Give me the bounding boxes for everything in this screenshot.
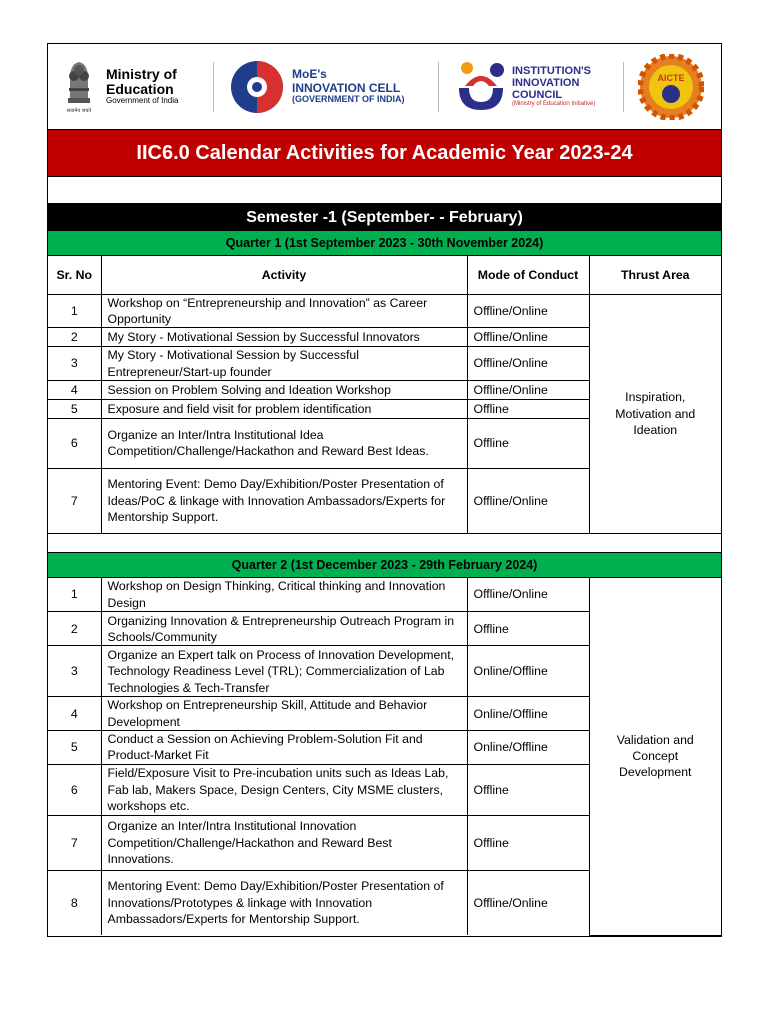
- row-mode: Offline/Online: [467, 328, 589, 347]
- col-thrust: Thrust Area: [589, 256, 721, 294]
- row-sr: 8: [48, 870, 101, 935]
- row-mode: Offline/Online: [467, 294, 589, 328]
- ic-line2: INNOVATION CELL: [292, 80, 401, 95]
- divider: [213, 62, 214, 112]
- divider: [623, 62, 624, 112]
- row-mode: Offline/Online: [467, 347, 589, 381]
- row-sr: 2: [48, 328, 101, 347]
- iic-line1: INSTITUTION'S: [512, 65, 592, 78]
- iic-logo: [453, 44, 595, 129]
- row-activity: Conduct a Session on Achieving Problem-Solution Fit and Product-Market Fit: [101, 731, 467, 765]
- row-sr: 2: [48, 612, 101, 646]
- ic-line1: MoE's: [292, 67, 327, 82]
- row-activity: Organize an Inter/Intra Institutional Innovation Competition/Challenge/Hackathon and Reward Best Innovations.: [101, 815, 467, 870]
- row-activity: Organize an Inter/Intra Institutional Idea Competition/Challenge/Hackathon and Reward Best Ideas.: [101, 418, 467, 468]
- quarter-1-table: [48, 256, 721, 534]
- divider: [438, 62, 439, 112]
- brain-gear-icon: [228, 58, 286, 116]
- row-sr: 7: [48, 815, 101, 870]
- innovation-cell-logo: [228, 44, 405, 129]
- col-activity: Activity: [101, 256, 467, 294]
- row-mode: Offline: [467, 612, 589, 646]
- ic-line3: (GOVERNMENT OF INDIA): [292, 93, 405, 104]
- row-activity: Workshop on Entrepreneurship Skill, Attitude and Behavior Development: [101, 697, 467, 731]
- thrust-area: Validation and Concept Development: [589, 578, 721, 935]
- aicte-gear-icon: [638, 54, 704, 120]
- row-activity: Organize an Expert talk on Process of Innovation Development, Technology Readiness Level (TRL); Commercialization of Lab Technologies & Tech-Transfer: [101, 646, 467, 697]
- row-mode: Offline: [467, 418, 589, 468]
- row-mode: Offline: [467, 815, 589, 870]
- row-sr: 4: [48, 697, 101, 731]
- row-sr: 1: [48, 578, 101, 612]
- row-sr: 5: [48, 399, 101, 418]
- row-activity: Session on Problem Solving and Ideation Workshop: [101, 380, 467, 399]
- iic-line3: COUNCIL: [512, 89, 563, 102]
- logo-strip: [48, 44, 721, 130]
- row-sr: 5: [48, 731, 101, 765]
- thrust-area: Inspiration, Motivation and Ideation: [589, 294, 721, 533]
- row-activity: My Story - Motivational Session by Successful Entrepreneur/Start-up founder: [101, 347, 467, 381]
- row-sr: 1: [48, 294, 101, 328]
- aicte-logo: [638, 44, 704, 129]
- row-mode: Offline: [467, 764, 589, 815]
- moe-line3: Government of India: [106, 96, 179, 106]
- row-mode: Offline/Online: [467, 870, 589, 935]
- row-activity: Organizing Innovation & Entrepreneurship Outreach Program in Schools/Community: [101, 612, 467, 646]
- row-sr: 3: [48, 646, 101, 697]
- row-sr: 4: [48, 380, 101, 399]
- row-mode: Offline/Online: [467, 468, 589, 533]
- row-activity: Workshop on Design Thinking, Critical thinking and Innovation Design: [101, 578, 467, 612]
- row-activity: Exposure and field visit for problem identification: [101, 399, 467, 418]
- row-sr: 3: [48, 347, 101, 381]
- row-sr: 6: [48, 764, 101, 815]
- iic-emblem-icon: [453, 58, 508, 116]
- quarter-2-table: [48, 578, 721, 936]
- row-mode: Offline/Online: [467, 578, 589, 612]
- col-mode: Mode of Conduct: [467, 256, 589, 294]
- row-sr: 7: [48, 468, 101, 533]
- row-mode: Online/Offline: [467, 646, 589, 697]
- semester-heading: Semester -1 (September- - February): [48, 204, 721, 231]
- row-mode: Offline: [467, 399, 589, 418]
- table-header-row: [48, 256, 721, 294]
- row-activity: Field/Exposure Visit to Pre-incubation units such as Ideas Lab, Fab lab, Makers Space, Design Centers, City MSME clusters, workshops etc.: [101, 764, 467, 815]
- national-emblem-icon: [60, 58, 98, 116]
- iic-line4: (Ministry of Education Initiative): [512, 101, 596, 108]
- spacer-row: [48, 534, 721, 552]
- col-sr: Sr. No: [48, 256, 101, 294]
- svg-text:AICTE: AICTE: [657, 72, 685, 83]
- row-mode: Online/Offline: [467, 731, 589, 765]
- calendar-document: [47, 43, 722, 937]
- row-activity: My Story - Motivational Session by Successful Innovators: [101, 328, 467, 347]
- page-title: IIC6.0 Calendar Activities for Academic Year 2023-24: [48, 130, 721, 177]
- table-row: [48, 578, 721, 612]
- row-activity: Mentoring Event: Demo Day/Exhibition/Poster Presentation of Ideas/PoC & linkage with Innovation Ambassadors/Experts for Mentorship Support.: [101, 468, 467, 533]
- table-row: [48, 294, 721, 328]
- svg-text:सत्यमेव जयते: सत्यमेव जयते: [66, 107, 92, 114]
- quarter-1-heading: Quarter 1 (1st September 2023 - 30th November 2024): [48, 231, 721, 256]
- row-mode: Offline/Online: [467, 380, 589, 399]
- row-activity: Workshop on “Entrepreneurship and Innovation” as Career Opportunity: [101, 294, 467, 328]
- row-activity: Mentoring Event: Demo Day/Exhibition/Poster Presentation of Innovations/Prototypes & linkage with Innovation Ambassadors/Experts for Mentorship Support.: [101, 870, 467, 935]
- row-mode: Online/Offline: [467, 697, 589, 731]
- row-sr: 6: [48, 418, 101, 468]
- iic-line2: INNOVATION: [512, 77, 580, 90]
- moe-logo: [60, 44, 178, 129]
- moe-line1: Ministry of: [106, 66, 177, 83]
- moe-line2: Education: [106, 80, 174, 97]
- spacer-row: [48, 177, 721, 204]
- quarter-2-heading: Quarter 2 (1st December 2023 - 29th February 2024): [48, 552, 721, 578]
